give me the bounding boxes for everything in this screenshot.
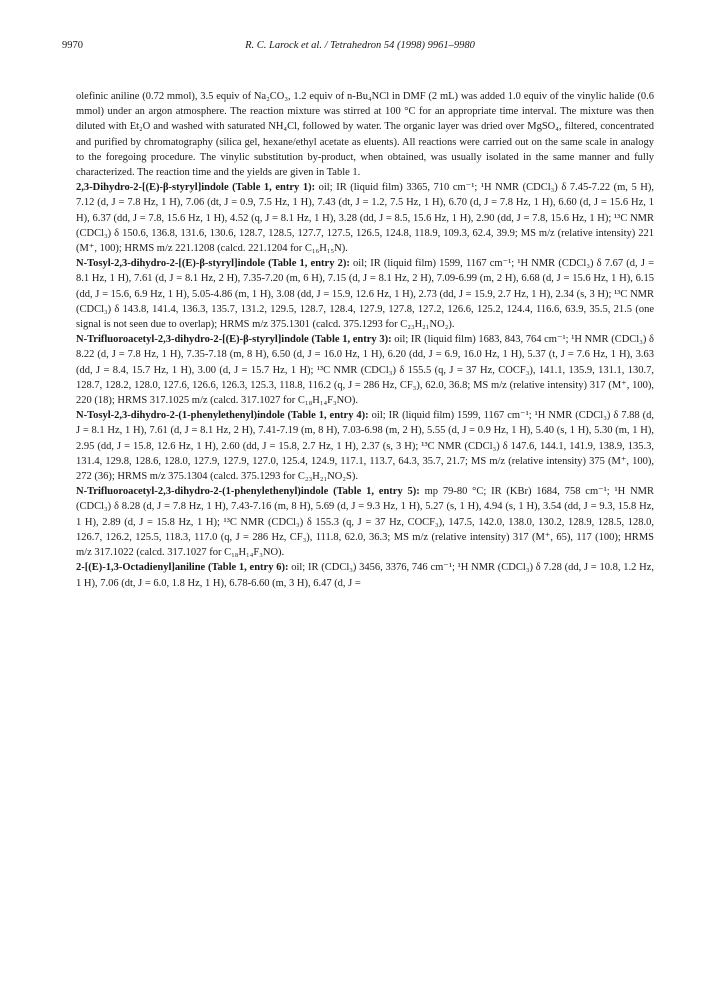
compound-heading: 2-[(E)-1,3-Octadienyl]aniline (Table 1, entry 6):: [76, 562, 289, 574]
compound-heading: 2,3-Dihydro-2-[(E)-β-styryl]indole (Table 1, entry 1):: [76, 182, 316, 194]
paragraph-text: oil; IR (liquid film) 3365, 710 cm⁻¹; ¹H NMR (CDCl₃) δ 7.45-7.22 (m, 5 H), 7.12 (d, J = 7.8 Hz, 1 H), 7.06 (dt, J = 0.9, 7.5 Hz, 1 H), 7.43 (dt, J = 1.2, 7.5 Hz, 1 H), 6.70 (d, J = 7.8 Hz, 1 H), 6.60 (d, J = 15.6 Hz, 1 H), 6.37 (dd, J = 7.8, 15.6 Hz, 1 H), 4.52 (q, J = 8.1 Hz, 1 H), 3.28 (dd, J = 8.5, 15.6 Hz, 1 H), 2.90 (dd, J = 7.8, 15.6 Hz, 1 H); ¹³C NMR (CDCl₃) δ 150.6, 136.8, 131.6, 130.6, 128.7, 128.5, 127.7, 127.5, 126.5, 124.8, 118.9, 109.3, 62.4, 39.9; MS m/z (relative intensity) 221 (M⁺, 100); HRMS m/z 221.1208 (calcd. 221.1204 for C₁₆H₁₅N).: [76, 182, 654, 255]
paragraph: [76, 408, 654, 484]
running-title: R. C. Larock et al. / Tetrahedron 54 (1998) 9961–9980: [245, 40, 475, 51]
paragraph-text: oil; IR (liquid film) 1683, 843, 764 cm⁻¹; ¹H NMR (CDCl₃) δ 8.22 (d, J = 7.8 Hz, 1 H), 7.35-7.18 (m, 8 H), 6.50 (d, J = 16.0 Hz, 1 H), 6.20 (dd, J = 6.9, 16.0 Hz, 1 H), 5.37 (t, J = 7.6 Hz, 1 H), 3.63 (dd, J = 8.4, 15.7 Hz, 1 H), 3.00 (d, J = 15.7 Hz, 1 H); ¹³C NMR (CDCl₃) δ 155.5 (q, J = 37 Hz, COCF₃), 141.1, 135.9, 131.1, 130.7, 128.7, 128.2, 128.0, 127.6, 126.6, 126.3, 125.3, 118.8, 116.2 (q, J = 286 Hz, CF₃), 62.0, 36.8; MS m/z (relative intensity) 317 (M⁺, 100), 220 (18); HRMS 317.1025 m/z (calcd. 317.1027 for C₁₈H₁₄F₃NO).: [76, 334, 654, 407]
compound-heading: N-Tosyl-2,3-dihydro-2-(1-phenylethenyl)indole (Table 1, entry 4):: [76, 410, 369, 422]
page-number: 9970: [62, 40, 83, 51]
paragraph-text: oil; IR (liquid film) 1599, 1167 cm⁻¹; ¹H NMR (CDCl₃) δ 7.67 (d, J = 8.1 Hz, 1 H), 7.61 (d, J = 8.1 Hz, 2 H), 7.35-7.20 (m, 6 H), 7.15 (d, J = 8.1 Hz, 2 H), 7.09-6.99 (m, 2 H), 6.68 (d, J = 15.6 Hz, 1 H), 6.15 (dd, J = 15.6, 6.9 Hz, 1 H), 5.05-4.86 (m, 1 H), 3.08 (dd, J = 15.9, 12.6 Hz, 1 H), 2.73 (dd, J = 15.9, 2.7 Hz, 1 H), 2.34 (s, 3 H); ¹³C NMR (CDCl₃) δ 143.8, 141.4, 136.3, 135.7, 131.2, 129.5, 128.7, 128.4, 127.9, 127.8, 127.2, 126.6, 125.2, 124.4, 116.6, 63.9, 35.5, 21.5 (one signal is not seen due to overlap); HRMS m/z 375.1301 (calcd. 375.1293 for C₂₃H₂₁NO₂).: [76, 258, 654, 331]
compound-heading: N-Tosyl-2,3-dihydro-2-[(E)-β-styryl]indole (Table 1, entry 2):: [76, 258, 350, 270]
paragraph: [76, 256, 654, 332]
paragraph-text: oil; IR (liquid film) 1599, 1167 cm⁻¹; ¹H NMR (CDCl₃) δ 7.88 (d, J = 8.1 Hz, 1 H), 7.61 (d, J = 8.1 Hz, 2 H), 7.41-7.19 (m, 8 H), 7.03-6.98 (m, 2 H), 5.55 (d, J = 0.9 Hz, 1 H), 5.40 (s, 1 H), 5.30 (m, 1 H), 2.95 (dd, J = 15.8, 12.6 Hz, 1 H), 2.60 (dd, J = 15.8, 2.7 Hz, 1 H), 2.37 (s, 3 H); ¹³C NMR (CDCl₃) δ 147.6, 144.1, 141.9, 138.9, 135.3, 131.4, 129.8, 128.6, 128.0, 127.9, 127.9, 127.0, 125.4, 124.9, 117.1, 113.7, 64.3, 35.7, 21.7; MS m/z (relative intensity) 375 (M⁺, 100), 272 (36); HRMS m/z 375.1304 (calcd. 375.1293 for C₂₃H₂₁NO₂S).: [76, 410, 654, 483]
compound-heading: N-Trifluoroacetyl-2,3-dihydro-2-(1-phenylethenyl)indole (Table 1, entry 5):: [76, 486, 420, 498]
paragraph: [76, 484, 654, 560]
paragraph-text: mp 79-80 °C; IR (KBr) 1684, 758 cm⁻¹; ¹H NMR (CDCl₃) δ 8.28 (d, J = 7.8 Hz, 1 H), 7.43-7.16 (m, 8 H), 5.69 (d, J = 9.3 Hz, 1 H), 5.27 (s, 1 H), 4.94 (s, 1 H), 3.54 (dd, J = 9.3, 15.8 Hz, 1 H), 2.89 (d, J = 15.8 Hz, 1 H); ¹³C NMR (CDCl₃) δ 155.3 (q, J = 37 Hz, COCF₃), 147.5, 142.0, 138.0, 130.2, 128.9, 128.5, 128.0, 126.7, 126.2, 125.5, 118.3, 117.0 (q, J = 286 Hz, CF₃), 111.8, 62.0, 36.3; MS m/z (relative intensity) 317 (M⁺, 65), 117 (100); HRMS m/z 317.1022 (calcd. 317.1027 for C₁₈H₁₄F₃NO).: [76, 486, 655, 559]
paragraph: [76, 89, 654, 180]
paragraph-text: oil; IR (CDCl₃) 3456, 3376, 746 cm⁻¹; ¹H NMR (CDCl₃) δ 7.28 (dd, J = 10.8, 1.2 Hz, 1 H), 7.06 (dt, J = 6.0, 1.8 Hz, 1 H), 6.78-6.60 (m, 3 H), 6.47 (d, J =: [76, 562, 654, 589]
page-header: [0, 40, 720, 56]
page-body: [76, 89, 654, 591]
paragraph-text: olefinic aniline (0.72 mmol), 3.5 equiv of Na₂CO₃, 1.2 equiv of n-Bu₄NCl in DMF (2 mL) was added 1.0 equiv of the vinylic halide (0.6 mmol) under an argon atmosphere. The reaction mixture was stirred at 100 °C for an appropriate time interval. The mixture was then diluted with Et₂O and washed with saturated NH₄Cl, followed by water. The organic layer was dried over MgSO₄, filtered, concentrated and purified by chromatography (silica gel, hexane/ethyl acetate as eluents). All reactions were carried out on the same scale in analogy to the foregoing procedure. The vinylic substitution by-product, when obtained, was usually isolated in the same manner and fully characterized. The reaction time and the yields are given in Table 1.: [76, 91, 654, 179]
compound-heading: N-Trifluoroacetyl-2,3-dihydro-2-[(E)-β-styryl]indole (Table 1, entry 3):: [76, 334, 392, 346]
paragraph: [76, 560, 654, 590]
paragraph: [76, 332, 654, 408]
paragraph: [76, 180, 654, 256]
